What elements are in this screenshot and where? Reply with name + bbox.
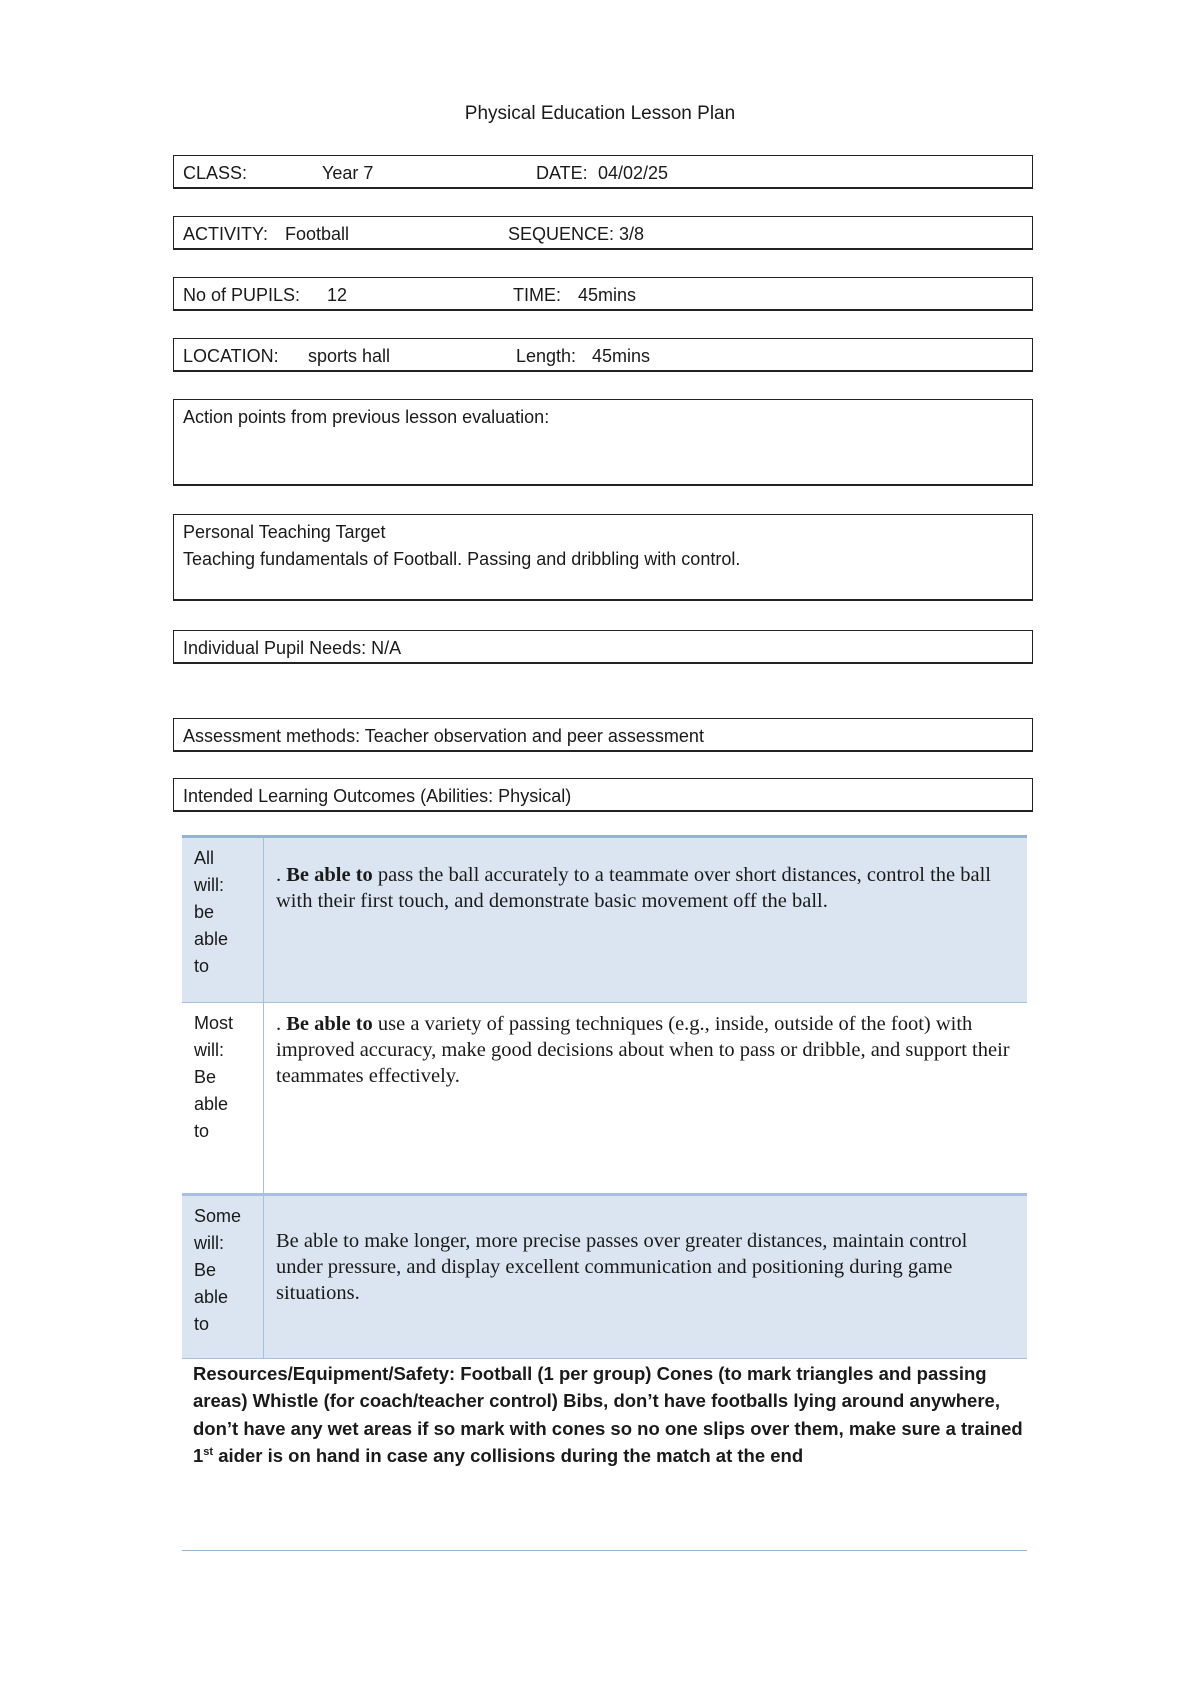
outcomes-table [182,835,1027,1359]
class-date-box [173,155,1033,189]
outcome-label-line: All [194,848,215,868]
outcome-label-all [182,838,264,1002]
date-value: 04/02/25 [598,163,669,183]
activity-label: ACTIVITY: [183,224,269,244]
outcome-bold: Be able to [286,864,373,886]
outcome-row-all [182,838,1027,1003]
time-value: 45mins [578,285,637,305]
outcome-label-line: to [194,1314,210,1334]
outcome-label-line: able [194,1287,229,1307]
outcome-label-line: Be [194,1260,217,1280]
pupil-needs-text: Individual Pupil Needs: N/A [183,638,402,658]
assessment-box [173,718,1033,752]
outcome-row-some [182,1194,1027,1359]
outcome-row-most [182,1003,1027,1194]
outcome-label-line: Be [194,1067,217,1087]
outcome-prefix: . [276,1013,287,1035]
resources-text-after: aider is on hand in case any collisions during the match at the end [213,1444,804,1466]
time-label: TIME: [513,285,561,305]
activity-sequence-box [173,216,1033,250]
length-label: Length: [516,346,577,366]
outcome-text-some [264,1196,1027,1358]
action-points-box [173,399,1033,486]
outcome-label-line: to [194,1121,210,1141]
pupils-value: 12 [327,285,348,305]
date-label: DATE: [536,163,588,183]
teaching-target-label: Personal Teaching Target [183,522,386,542]
sequence-label: SEQUENCE: [508,224,615,244]
outcome-body: pass the ball accurately to a teammate over short distances, control the ball with their first touch, and demonstrate basic movement off the ball. [276,864,991,912]
pupils-time-box [173,277,1033,311]
outcomes-heading-box [173,778,1033,812]
outcome-label-line: Some [194,1206,242,1226]
outcome-body: Be able to make longer, more precise passes over greater distances, maintain control under pressure, and display excellent communication and positioning during game situations. [276,1230,968,1304]
pupils-label: No of PUPILS: [183,285,301,305]
class-label: CLASS: [183,163,248,183]
outcome-bold: Be able to [286,1013,373,1035]
class-value: Year 7 [322,163,374,183]
outcome-label-line: be [194,902,215,922]
teaching-target-box [173,514,1033,601]
outcome-text-all [264,838,1027,1002]
outcome-label-most [182,1003,264,1193]
resources-text [193,1360,1023,1469]
resources-text-before: Resources/Equipment/Safety: Football (1 per group) Cones (to mark triangles and passing areas) Whistle (for coach/teacher control) Bibs, don’t have footballs lying around anywhere, don’t have any wet areas if so mark with cones so no one slips over them, make sure a trained 1 [193,1363,1023,1466]
location-length-box [173,338,1033,372]
outcome-prefix: . [276,864,287,886]
page-title: Physical Education Lesson Plan [464,103,736,124]
outcome-body: use a variety of passing techniques (e.g., inside, outside of the foot) with improved accuracy, make good decisions about when to pass or dribble, and support their teammates effectively. [276,1013,1010,1087]
outcome-text-most [264,1003,1027,1193]
location-value: sports hall [308,346,391,366]
resources-superscript: st [203,1445,214,1458]
action-points-label: Action points from previous lesson evaluation: [183,407,550,427]
outcome-label-line: able [194,1094,229,1114]
footer-divider [182,1550,1027,1551]
outcome-label-line: able [194,929,229,949]
activity-value: Football [285,224,350,244]
teaching-target-text: Teaching fundamentals of Football. Passing and dribbling with control. [183,549,741,569]
outcome-label-line: to [194,956,210,976]
length-value: 45mins [592,346,651,366]
pupil-needs-box [173,630,1033,664]
outcome-label-line: will: [194,875,224,895]
outcome-label-line: will: [194,1040,224,1060]
outcome-label-line: Most [194,1013,234,1033]
assessment-text: Assessment methods: Teacher observation and peer assessment [183,726,704,746]
location-label: LOCATION: [183,346,279,366]
outcomes-heading: Intended Learning Outcomes (Abilities: Physical) [183,786,572,806]
outcome-label-some [182,1196,264,1358]
sequence-value: 3/8 [619,224,645,244]
outcome-label-line: will: [194,1233,224,1253]
